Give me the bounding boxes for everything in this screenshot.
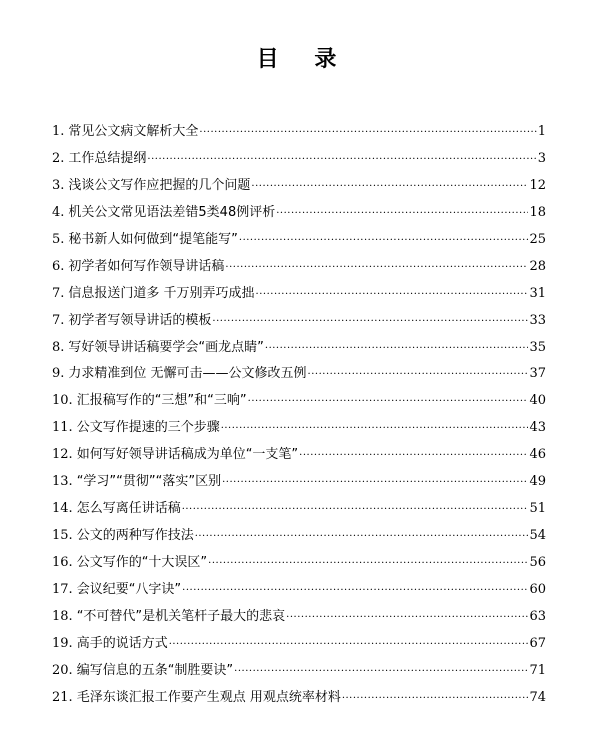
- toc-leader-dots: [208, 556, 528, 572]
- toc-entry-title: 写好领导讲话稿要学会“画龙点睛”: [68, 339, 264, 355]
- toc-entry-page: 33: [529, 312, 546, 328]
- toc-entry-title: 汇报稿写作的“三想”和“三响”: [76, 393, 247, 409]
- toc-leader-dots: [265, 341, 529, 357]
- toc-entry-page: 60: [529, 581, 546, 597]
- toc-entry-page: 49: [529, 474, 546, 490]
- toc-leader-dots: [299, 448, 528, 464]
- toc-entry[interactable]: [52, 286, 546, 313]
- toc-entry[interactable]: [52, 366, 546, 393]
- toc-leader-dots: [286, 610, 528, 626]
- toc-entry-page: 25: [529, 231, 546, 247]
- toc-entry-page: 56: [529, 555, 546, 570]
- toc-entry-title: 信息报送门道多 千万别弄巧成拙: [68, 285, 255, 301]
- toc-entry-title: 常见公文病文解析大全: [68, 124, 199, 139]
- toc-entry-number: 2.: [52, 150, 65, 166]
- toc-entry-title: 初学者写领导讲话的模板: [68, 312, 212, 328]
- toc-leader-dots: [221, 421, 529, 437]
- toc-entry-title: 公文的两种写作技法: [76, 528, 194, 544]
- toc-entry-page: 71: [529, 662, 546, 678]
- toc-entry[interactable]: [52, 474, 546, 501]
- toc-leader-dots: [239, 233, 529, 249]
- toc-entry-title: 会议纪要“八字诀”: [76, 581, 182, 597]
- toc-entry-number: 7.: [52, 285, 65, 301]
- toc-entry-number: 5.: [52, 231, 65, 247]
- toc-entry[interactable]: [52, 582, 546, 609]
- toc-entry[interactable]: [52, 232, 546, 259]
- toc-entry-title: 工作总结提纲: [68, 150, 147, 166]
- toc-leader-dots: [182, 583, 528, 599]
- toc-entry-number: 13.: [52, 474, 73, 490]
- toc-leader-dots: [212, 314, 528, 330]
- toc-entry-page: 51: [529, 501, 546, 517]
- toc-leader-dots: [195, 529, 529, 545]
- toc-entry-title: 毛泽东谈汇报工作要产生观点 用观点统率材料: [76, 689, 341, 705]
- toc-entry-number: 4.: [52, 204, 65, 220]
- toc-entry[interactable]: [52, 636, 546, 663]
- toc-entry-number: 6.: [52, 258, 65, 274]
- toc-entry-page: 12: [529, 177, 546, 193]
- toc-entry[interactable]: [52, 609, 546, 636]
- toc-entry-number: 12.: [52, 447, 73, 463]
- toc-leader-dots: [147, 152, 536, 168]
- toc-entry-page: 74: [529, 689, 546, 705]
- toc-entry-number: 1.: [52, 124, 65, 139]
- toc-entry[interactable]: [52, 340, 546, 367]
- toc-entry-title: 公文写作的“十大误区”: [76, 555, 208, 570]
- toc-leader-dots: [222, 475, 528, 491]
- toc-entry-title: “学习”“贯彻”“落实”区别: [76, 474, 222, 490]
- toc-entry-number: 10.: [52, 393, 73, 409]
- toc-entry-number: 8.: [52, 339, 65, 355]
- toc-entry-number: 7.: [52, 312, 65, 328]
- toc-leader-dots: [308, 367, 529, 383]
- toc-entry-title: 秘书新人如何做到“提笔能写”: [68, 231, 238, 247]
- toc-entry-title: 力求精准到位 无懈可击——公文修改五例: [68, 366, 307, 382]
- toc-entry[interactable]: [52, 420, 546, 447]
- toc-entry-title: 高手的说话方式: [76, 635, 168, 651]
- toc-entry[interactable]: [52, 447, 546, 474]
- toc-entry-title: 初学者如何写作领导讲话稿: [68, 258, 225, 274]
- toc-entry-title: “不可替代”是机关笔杆子最大的悲哀: [76, 608, 286, 624]
- toc-entry-title: 公文写作提速的三个步骤: [76, 420, 220, 436]
- toc-entry[interactable]: [52, 528, 546, 555]
- toc-entry-number: 17.: [52, 581, 73, 597]
- toc-entry[interactable]: [52, 501, 546, 528]
- table-of-contents: [52, 124, 546, 717]
- toc-entry-page: 54: [529, 528, 546, 544]
- toc-entry-title: 机关公文常见语法差错5类48例评析: [68, 204, 276, 220]
- toc-entry-number: 18.: [52, 608, 73, 624]
- toc-entry-title: 浅谈公文写作应把握的几个问题: [68, 177, 251, 193]
- toc-entry-number: 3.: [52, 177, 65, 193]
- page-title: 目 录: [256, 47, 351, 72]
- toc-entry-page: 37: [529, 366, 546, 382]
- toc-entry-number: 19.: [52, 635, 73, 651]
- toc-entry-number: 14.: [52, 501, 73, 517]
- toc-entry-page: 18: [529, 204, 546, 220]
- toc-entry[interactable]: [52, 259, 546, 286]
- toc-entry-page: 63: [529, 608, 546, 624]
- toc-leader-dots: [276, 206, 528, 222]
- toc-entry-title: 编写信息的五条“制胜要诀”: [76, 662, 234, 678]
- toc-entry-page: 1: [537, 124, 546, 139]
- toc-entry[interactable]: [52, 393, 546, 420]
- toc-entry-title: 如何写好领导讲话稿成为单位“一支笔”: [76, 447, 299, 463]
- toc-entry[interactable]: [52, 205, 546, 232]
- toc-entry-page: 43: [529, 420, 546, 436]
- toc-leader-dots: [169, 637, 529, 653]
- toc-entry-page: 3: [537, 150, 546, 166]
- toc-entry-page: 46: [529, 447, 546, 463]
- toc-leader-dots: [199, 125, 536, 141]
- toc-entry-number: 20.: [52, 662, 73, 678]
- toc-entry-number: 21.: [52, 689, 73, 705]
- toc-entry-page: 40: [529, 393, 546, 409]
- toc-entry[interactable]: [52, 313, 546, 340]
- toc-entry-number: 16.: [52, 555, 73, 570]
- toc-entry[interactable]: [52, 178, 546, 205]
- toc-entry-page: 28: [529, 258, 546, 274]
- toc-leader-dots: [248, 394, 529, 410]
- toc-entry-page: 67: [529, 635, 546, 651]
- toc-leader-dots: [234, 664, 528, 680]
- toc-entry[interactable]: [52, 555, 546, 582]
- toc-entry-page: 35: [529, 339, 546, 355]
- toc-entry[interactable]: [52, 690, 546, 717]
- toc-leader-dots: [251, 179, 528, 195]
- toc-leader-dots: [182, 502, 529, 518]
- toc-entry[interactable]: [52, 151, 546, 178]
- toc-entry-number: 11.: [52, 420, 73, 436]
- toc-entry-page: 31: [529, 285, 546, 301]
- toc-entry[interactable]: [52, 663, 546, 690]
- toc-leader-dots: [342, 691, 529, 707]
- toc-leader-dots: [225, 260, 528, 276]
- toc-leader-dots: [256, 287, 529, 303]
- toc-entry-title: 怎么写离任讲话稿: [76, 501, 181, 517]
- toc-entry-number: 15.: [52, 528, 73, 544]
- toc-entry-number: 9.: [52, 366, 65, 382]
- toc-entry[interactable]: [52, 124, 546, 151]
